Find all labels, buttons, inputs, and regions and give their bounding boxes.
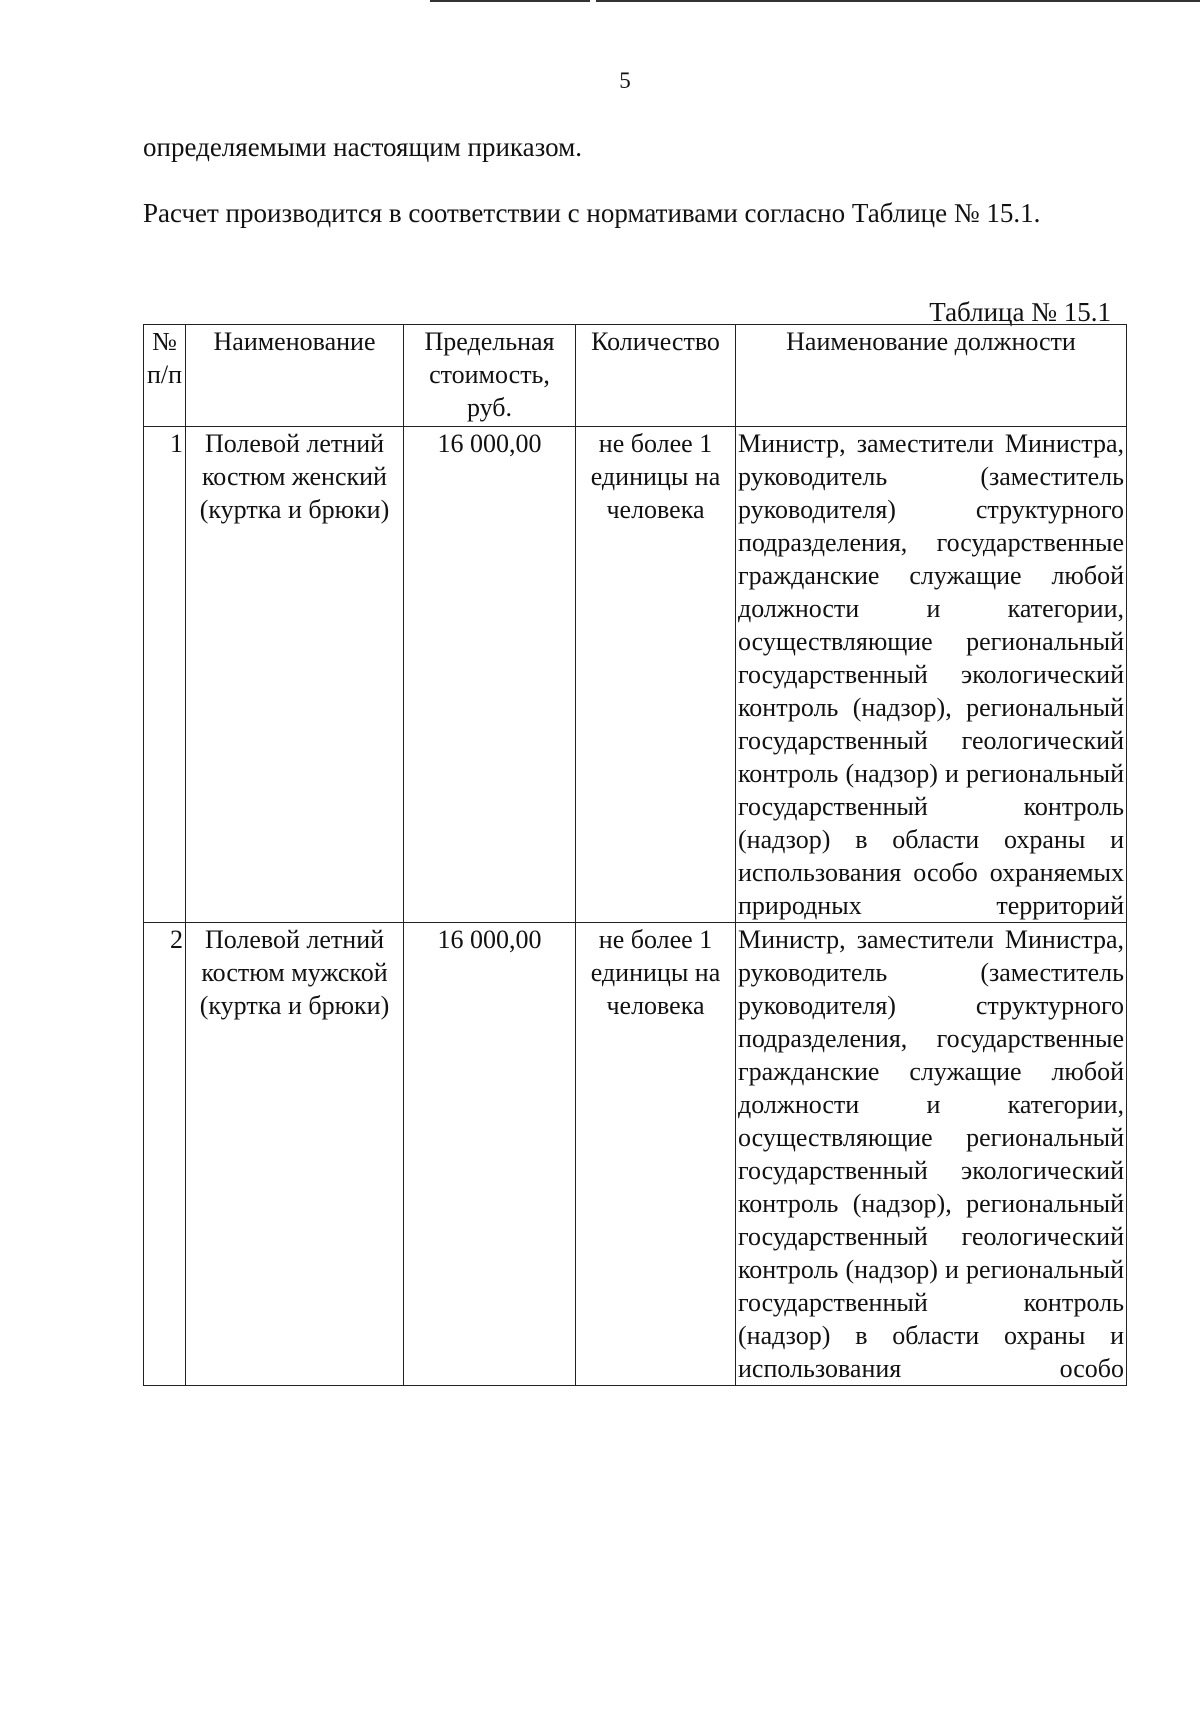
header-price: Предельная стоимость, руб. [404,325,576,427]
paragraph-calculation: Расчет производится в соответствии с нормативами согласно Таблице № 15.1. [143,198,1041,228]
row-name: Полевой летний костюм женский (куртка и брюки) [186,427,404,923]
row-name: Полевой летний костюм мужской (куртка и брюки) [186,923,404,1386]
top-rule-right [596,0,1200,2]
row-position: Министр, заместители Министра, руководитель (заместитель руководителя) структурного подразделения, государственные гражданские служащие любой должности и категории, осуществляющие региональный государственный экологический контроль (надзор), региональный государственный геологический контроль (надзор) и региональный государственный контроль (надзор) в области охраны и использования особо охраняемых природных территорий [736,427,1127,923]
row-position: Министр, заместители Министра, руководитель (заместитель руководителя) структурного подразделения, государственные гражданские служащие любой должности и категории, осуществляющие региональный государственный экологический контроль (надзор), региональный государственный геологический контроль (надзор) и региональный государственный контроль (надзор) в области охраны и использования особо [736,923,1127,1386]
norms-table [143,324,1127,1386]
row-qty: не более 1 единицы на человека [576,923,736,1386]
table-header-row [144,325,1127,427]
row-num: 1 [144,427,186,923]
page-number: 5 [619,68,631,93]
row-qty: не более 1 единицы на человека [576,427,736,923]
table-caption: Таблица № 15.1 [929,297,1111,327]
table-row [144,427,1127,923]
row-num: 2 [144,923,186,1386]
header-num: № п/п [144,325,186,427]
header-name: Наименование [186,325,404,427]
header-position: Наименование должности [736,325,1127,427]
paragraph-intro: определяемыми настоящим приказом. [143,132,582,162]
header-qty: Количество [576,325,736,427]
table-row [144,923,1127,1386]
top-rule-left [430,0,590,2]
row-price: 16 000,00 [404,427,576,923]
row-price: 16 000,00 [404,923,576,1386]
